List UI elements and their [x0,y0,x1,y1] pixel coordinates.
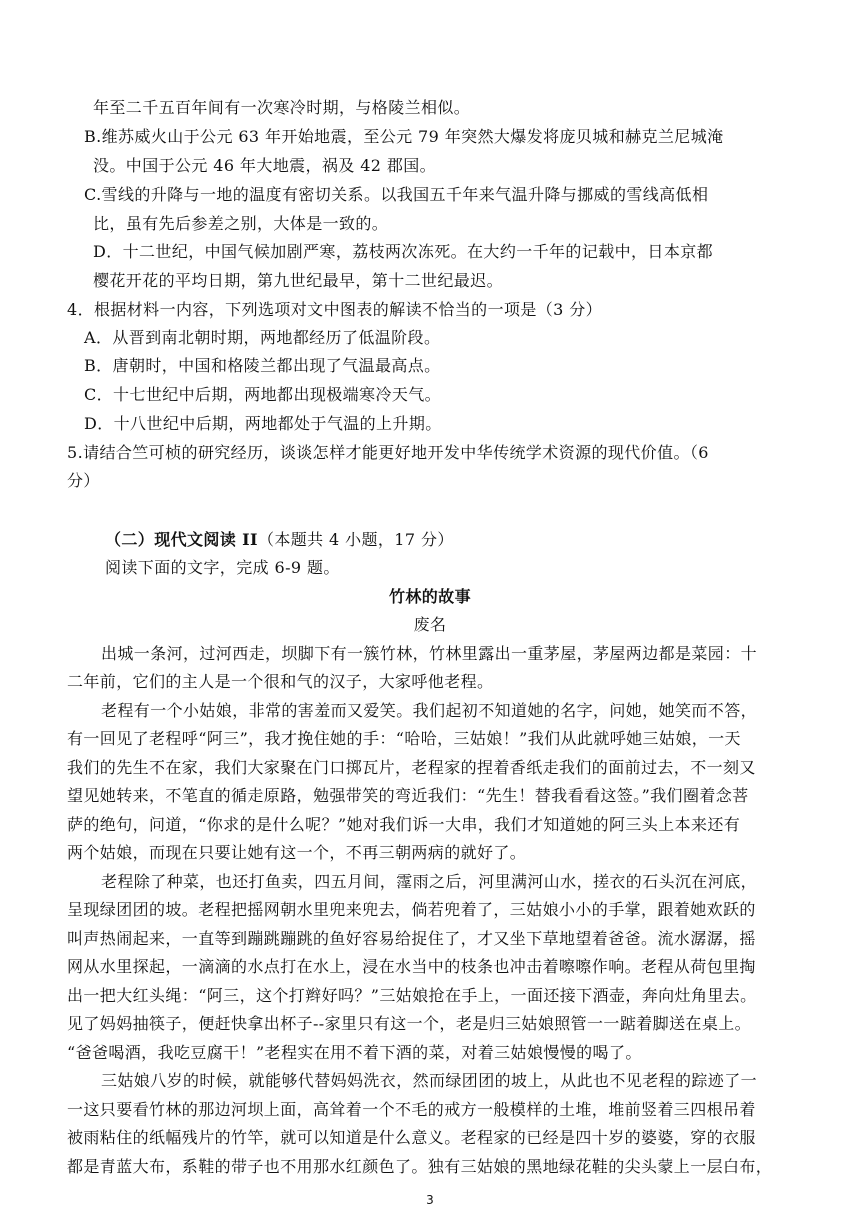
story-p4-line1: 三姑娘八岁的时候，就能够代替妈妈洗衣，然而绿团团的坡上，从此也不见老程的踪迹了一 [101,1071,758,1090]
story-p4-line2: 一这只要看竹林的那边河坝上面，高耸着一个不毛的戒方一般模样的土堆，堆前竖着三四根吊着 [67,1100,756,1119]
story-p1-line2: 二年前，它们的主人是一个很和气的汉子，大家呼他老程。 [67,672,494,691]
q3-option-b-line2: 没。中国于公元 46 年大地震，祸及 42 郡国。 [93,156,437,175]
story-p4-line3: 被雨粘住的纸幅残片的竹竿，就可以知道是什么意义。老程家的已经是四十岁的婆婆，穿的衣服 [67,1128,756,1147]
section-heading-title: （二）现代文阅读 II [105,530,258,549]
story-p2-line6: 两个姑娘，而现在只要让她有这一个，不再三朝两病的就好了。 [67,843,527,862]
story-p3-line3: 叫声热闹起来，一直等到蹦跳蹦跳的鱼好容易给捉住了，才又坐下草地望着爸爸。流水潺潺，摇 [67,929,756,948]
story-p3-line1: 老程除了种菜，也还打鱼卖，四五月间，霪雨之后，河里满河山水，搓衣的石头沉在河底， [101,872,758,891]
q3-option-d-line2: 樱花开花的平均日期，第九世纪最早，第十二世纪最迟。 [93,271,504,290]
page-number: 3 [426,1193,434,1207]
q4-option-a: A．从晋到南北朝时期，两地都经历了低温阶段。 [84,328,441,347]
section-instruction: 阅读下面的文字，完成 6-9 题。 [105,558,340,577]
story-p3-line6: 见了妈妈抽筷子，便赶快拿出杯子--家里只有这一个，老是归三姑娘照管一一踮着脚送在桌上。 [67,1014,752,1033]
q3-option-d-line1: D．十二世纪，中国气候加剧严寒，荔枝两次冻死。在大约一千年的记载中，日本京都 [93,242,714,261]
q4-option-d: D．十八世纪中后期，两地都处于气温的上升期。 [84,414,442,433]
story-p4-line4: 都是青蓝大布，系鞋的带子也不用那水红颜色了。独有三姑娘的黑地绿花鞋的尖头蒙上一层白布， [67,1157,773,1176]
story-p1-line1: 出城一条河，过河西走，坝脚下有一簇竹林，竹林里露出一重茅屋，茅屋两边都是菜园：十 [101,644,758,663]
q3-option-a-continuation: 年至二千五百年间有一次寒冷时期，与格陵兰相似。 [93,98,471,117]
q5-line2: 分） [67,471,100,490]
section-heading [105,529,454,551]
story-p3-line7: “爸爸喝酒，我吃豆腐干！”老程实在用不着下酒的菜，对着三姑娘慢慢的喝了。 [67,1043,642,1062]
story-p2-line4: 望见她转来，不笔直的循走原路，勉强带笑的弯近我们：“先生！替我看看这签。”我们圈着念菩 [67,786,749,805]
story-p3-line4: 网从水里探起，一滴滴的水点打在水上，浸在水当中的枝条也冲击着嚓嚓作响。老程从荷包里掏 [67,957,756,976]
q4-option-c: C．十七世纪中后期，两地都出现极端寒冷天气。 [84,385,442,404]
section-heading-note: （本题共 4 小题，17 分） [257,530,454,549]
q3-option-c-line2: 比，虽有先后参差之别，大体是一致的。 [93,214,389,233]
story-p2-line2: 有一回见了老程呼“阿三”，我才挽住她的手：“哈哈，三姑娘！”我们从此就呼她三姑娘，一天 [67,729,741,748]
story-p3-line2: 呈现绿团团的坡。老程把摇网朝水里兜来兜去，倘若兜着了，三姑娘小小的手掌，跟着她欢跃的 [67,900,756,919]
story-p2-line1: 老程有一个小姑娘，非常的害羞而又爱笑。我们起初不知道她的名字，问她，她笑而不答， [101,701,758,720]
story-author: 废名 [413,615,447,634]
story-p2-line5: 萨的绝句，问道，“你求的是什么呢？”她对我们诉一大串，我们才知道她的阿三头上本来还有 [67,815,741,834]
q3-option-b-line1: B.维苏威火山于公元 63 年开始地震，至公元 79 年突然大爆发将庞贝城和赫克兰尼城淹 [84,127,724,146]
q5-line1: 5.请结合竺可桢的研究经历，谈谈怎样才能更好地开发中华传统学术资源的现代价值。（6 [67,443,709,462]
q3-option-c-line1: C.雪线的升降与一地的温度有密切关系。以我国五千年来气温升降与挪威的雪线高低相 [84,185,709,204]
q4-stem: 4．根据材料一内容，下列选项对文中图表的解读不恰当的一项是（3 分） [67,300,603,319]
story-p2-line3: 我们的先生不在家，我们大家聚在门口掷瓦片，老程家的捏着香纸走我们的面前过去，不一刻又 [67,758,756,777]
q4-option-b: B．唐朝时，中国和格陵兰都出现了气温最高点。 [84,356,441,375]
story-title: 竹林的故事 [388,587,471,606]
story-p3-line5: 出一把大红头绳：“阿三，这个打辫好吗？”三姑娘抢在手上，一面还接下酒壶，奔向灶角里去。 [67,986,757,1005]
